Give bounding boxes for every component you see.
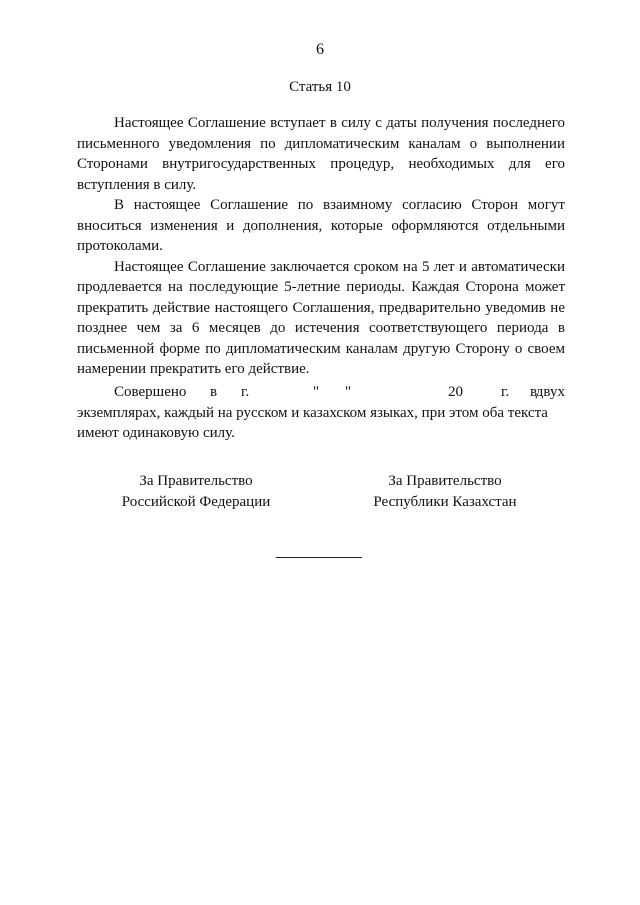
date-quote-open: " [313,384,320,400]
signed-in-second: в [530,384,538,400]
signature-kazakhstan-line2: Республики Казахстан [373,493,517,510]
signed-in: в [210,384,218,400]
article-body [77,113,565,380]
signature-russia-line1: За Правительство [139,473,253,489]
signing-clause [77,382,565,444]
signed-year-abbrev: г. [501,384,510,400]
paragraph-amendments: В настоящее Соглашение по взаимному согласию Сторон могут вноситься изменения и дополнения, которые оформляются отдельными протоколами. [77,197,565,254]
paragraph-entry-into-force: Настоящее Соглашение вступает в силу с даты получения последнего письменного уведомления по дипломатическим каналам о выполнении Сторонами внутригосударственных процедур, необходимых для его вступления в силу. [77,115,565,193]
signed-two: двух [535,384,565,400]
signature-kazakhstan-line1: За Правительство [388,473,502,489]
signature-russia [96,471,296,512]
end-of-document-rule [276,557,362,558]
signed-year: 20 [448,384,463,400]
signed-rest: экземплярах, каждый на русском и казахском языках, при этом оба текста имеют одинаковую силу. [77,404,548,441]
paragraph-term: Настоящее Соглашение заключается сроком на 5 лет и автоматически продлевается на последующие 5-летние периоды. Каждая Сторона может прекратить действие настоящего Соглашения, предварительно уведомив не позднее чем за 6 месяцев до истечения соответствующего периода в письменной форме по дипломатическим каналам другую Сторону о своем намерении прекратить его действие. [77,258,565,377]
date-quote-close: " [345,384,352,400]
signed-word: Совершено [114,384,187,400]
signed-city-abbrev: г. [241,384,250,400]
signature-russia-line2: Российской Федерации [121,493,271,510]
signing-clause-first-line [77,382,565,403]
article-title: Статья 10 [289,79,351,95]
page-number: 6 [316,41,324,58]
signature-kazakhstan [345,471,545,512]
